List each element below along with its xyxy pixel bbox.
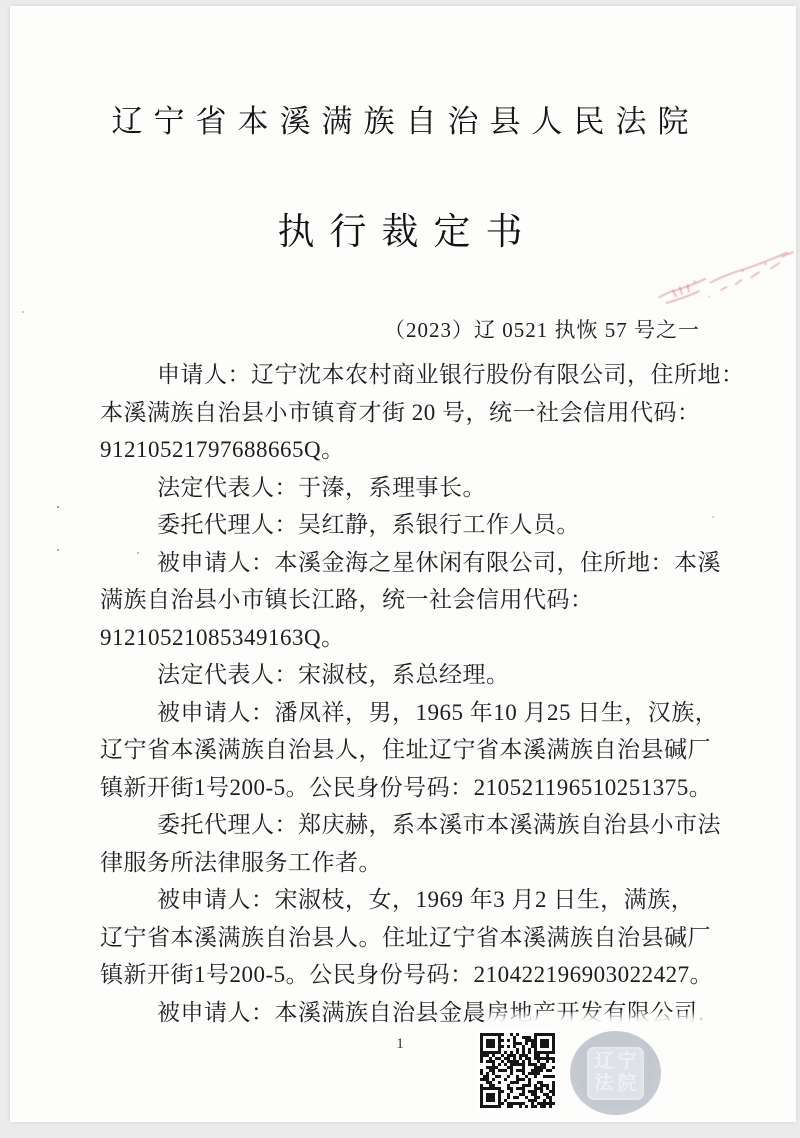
seal-text-line1: 辽宁 xyxy=(594,1051,641,1072)
body-line: 律服务所法律服务工作者。 xyxy=(100,849,382,875)
body-line xyxy=(100,994,721,1032)
body-line: 被申请人：本溪金海之星休闲有限公司，住所地：本溪 xyxy=(157,549,721,575)
body-line: 满族自治县小市镇长江路，统一社会信用代码： xyxy=(100,587,594,612)
case-number: （2023）辽 0521 执恢 57 号之一 xyxy=(384,318,700,342)
body-line: 法定代表人：宋淑枝，系总经理。 xyxy=(157,662,510,687)
seal-text-line2: 法院 xyxy=(594,1073,641,1094)
court-title: 辽宁省本溪满族自治县人民法院 xyxy=(111,104,700,139)
scan-dust-specks xyxy=(0,0,2,2)
body-line: 镇新开街1号200-5。公民身份号码：210521196510251375。 xyxy=(100,774,713,800)
seal-inner-square xyxy=(587,1047,644,1100)
qr-code-icon xyxy=(477,1030,558,1111)
body-line: 委托代理人：吴红静，系银行工作人员。 xyxy=(157,512,580,537)
body-line: 被申请人：宋淑枝，女，1969 年3 月2 日生，满族， xyxy=(157,887,695,912)
body-line: 91210521797688665Q。 xyxy=(100,437,345,462)
body-line: 申请人：辽宁沈本农村商业银行股份有限公司，住所地： xyxy=(157,362,745,387)
court-watermark-seal xyxy=(570,1031,661,1115)
body-line: 镇新开街1号200-5。公民身份号码：210422196903022427。 xyxy=(100,962,714,987)
document-title: 执行裁定书 xyxy=(277,212,538,253)
body-line-cutoff-text: 房地产开发有限公司， xyxy=(486,999,721,1025)
body-line: 辽宁省本溪满族自治县人。住址辽宁省本溪满族自治县碱厂 xyxy=(100,924,711,950)
body-line-text: 被申请人：本溪满族自治县金晨 xyxy=(157,999,486,1025)
body-line: 被申请人：潘凤祥，男，1965 年10 月25 日生，汉族， xyxy=(157,699,719,725)
body-line: 91210521085349163Q。 xyxy=(100,624,345,650)
body-line: 法定代表人：于溱，系理事长。 xyxy=(157,474,486,500)
page-number: 1 xyxy=(396,1036,404,1052)
document-body xyxy=(100,356,745,1031)
body-line: 本溪满族自治县小市镇育才街 20 号，统一社会信用代码： xyxy=(100,399,701,425)
body-line: 辽宁省本溪满族自治县人，住址辽宁省本溪满族自治县碱厂 xyxy=(100,737,711,762)
body-line: 委托代理人：郑庆赫，系本溪市本溪满族自治县小市法 xyxy=(157,812,721,837)
